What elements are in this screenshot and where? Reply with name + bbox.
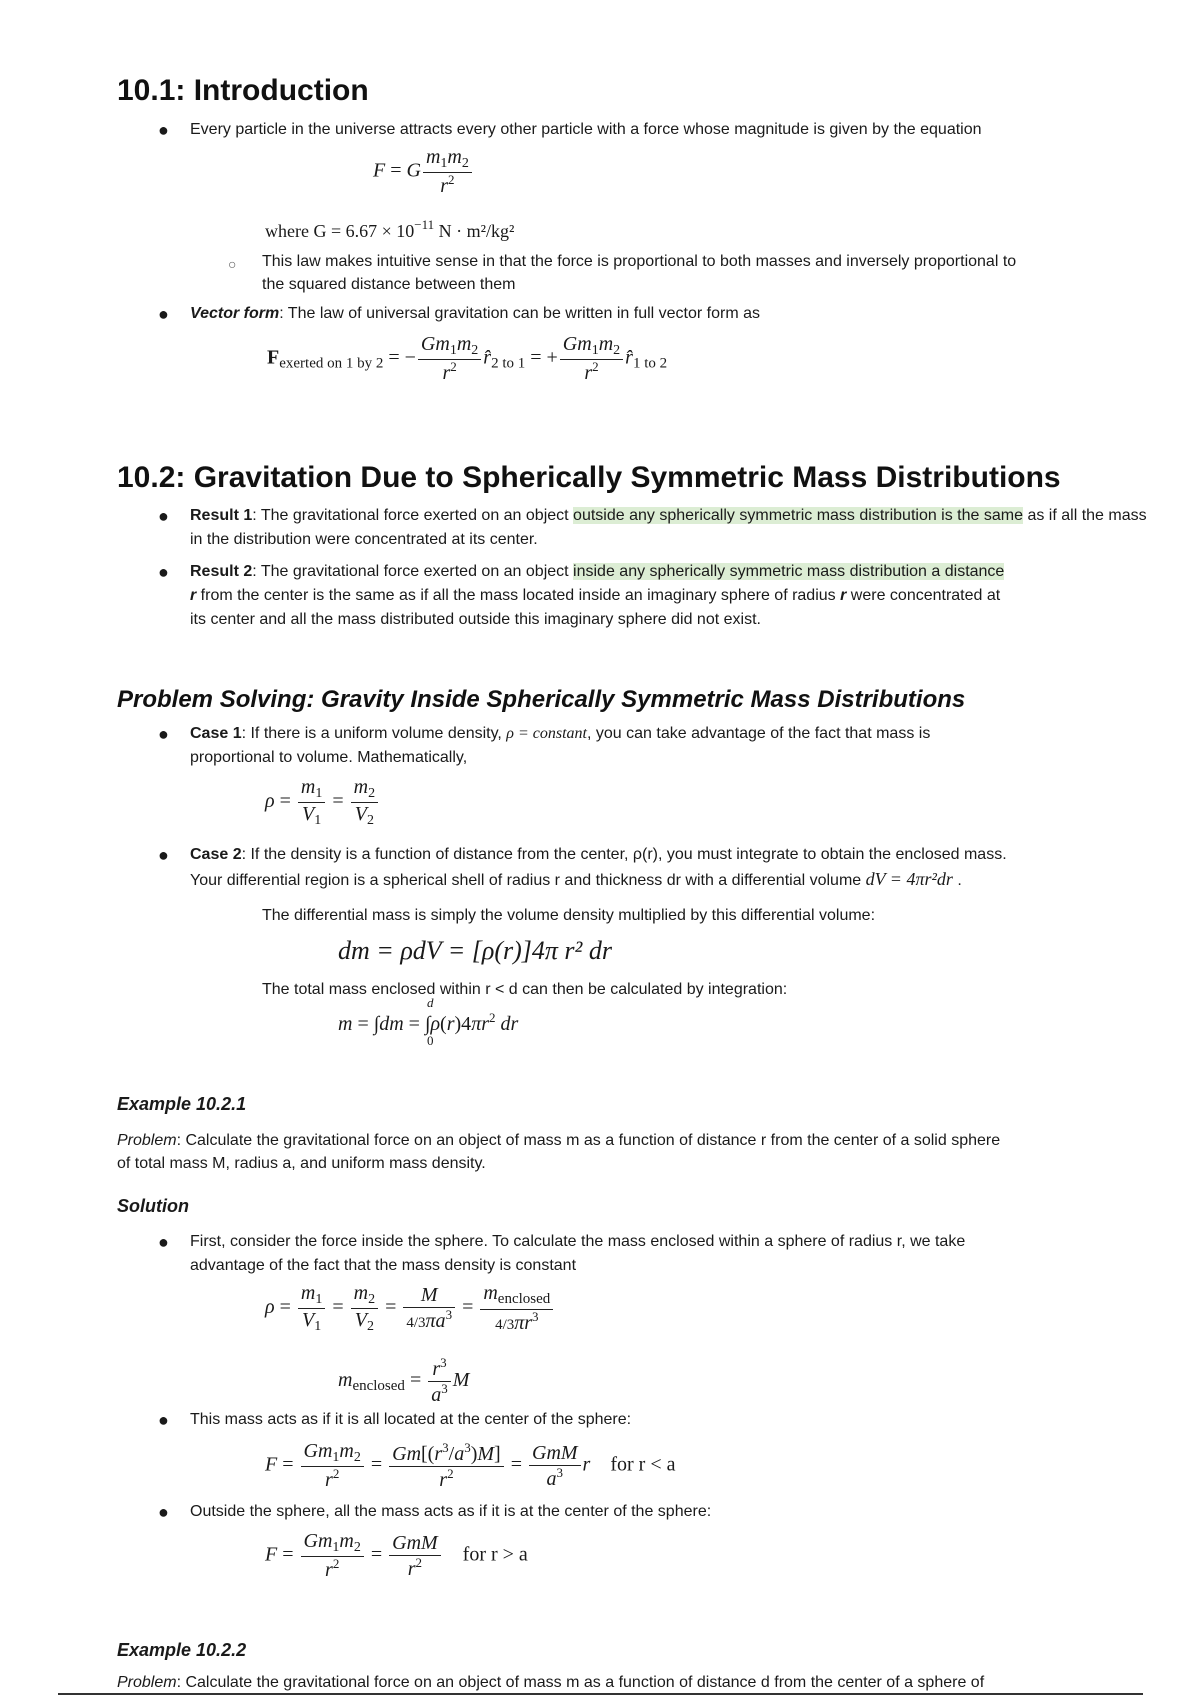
example-2-problem: Problem: Calculate the gravitational force on an object of mass m as a function of distance d from the center of a sphere of xyxy=(117,1674,985,1691)
highlight-result-1: outside any spherically symmetric mass distribution is the same xyxy=(573,507,1023,524)
bullet-case-1: ● Case 1: If there is a uniform volume density, ρ = constant, you can take advantage of the fact that mass is proportional to volume. Mathematically, xyxy=(158,724,931,766)
page-bottom-rule xyxy=(58,1693,1143,1695)
problem-solving-title: Problem Solving: Gravity Inside Spherically Symmetric Mass Distributions xyxy=(117,686,966,713)
sub-bullet-circle: ○ xyxy=(228,256,237,272)
sub-bullet-intuitive-sense: This law makes intuitive sense in that the force is proportional to both masses and inversely proportional to the squared distance between them xyxy=(262,253,1017,293)
bullet-vector-form: ● Vector form: The law of universal gravitation can be written in full vector form as xyxy=(158,304,761,324)
equation-newton-gravity: F = G $\frac{m_1m_2}{r^2}$ xyxy=(373,146,474,198)
bullet-dot: ● xyxy=(158,1410,169,1430)
bullet-dot: ● xyxy=(158,1502,169,1522)
bullet-dot: ● xyxy=(158,724,169,744)
solution-heading: Solution xyxy=(117,1196,189,1216)
equation-density-ratio: ρ = $\frac{m_1}{V_1}$ = $\frac{m_2}{V_2}$ xyxy=(265,776,380,829)
bullet-dot: ● xyxy=(158,304,169,324)
bullet-case-2: ● Case 2: If the density is a function of distance from the center, ρ(r), you must integrate to obtain the enclosed mass. Your differential region is a spherical shell of radius r and thickness dr with a differential volume dV = 4πr²dr . xyxy=(158,845,1007,889)
bullet-dot: ● xyxy=(158,1232,169,1252)
bullet-dot: ● xyxy=(158,845,169,865)
equation-force-inside: F = $\frac{Gm_1m_2}{r^2}$ = $\frac{Gm[(r^3/a^3)M]}{r^2}$ = $\frac{\text{GmM}}{a^3}$ r for r < a xyxy=(265,1439,676,1492)
section-title-spherical: 10.2: Gravitation Due to Spherically Symmetric Mass Distributions xyxy=(117,461,1061,494)
equation-uniform-density: ρ = $\frac{m_1}{V_1}$ = $\frac{m_2}{V_2}$ = $\frac{M}{4/3\pi a^3}$ = $\frac{m_{enclosed}}{4/3\pi r^3}$ xyxy=(265,1282,555,1335)
bullet-outside-sphere: ● Outside the sphere, all the mass acts as if it is at the center of the sphere: xyxy=(158,1502,712,1522)
section-title-intro: 10.1: Introduction xyxy=(117,74,369,107)
equation-m-enclosed: $m_{enclosed}$ = $\frac{r^3}{a^3}$ M xyxy=(338,1355,470,1406)
equation-mass-integral: m = ∫dm = d ∫ 0 $\rho(r)4\pi r^2$ dr xyxy=(338,995,519,1048)
equation-force-outside: F = $\frac{Gm_1m_2}{r^2}$ = $\frac{\text{GmM}}{r^2}$ for r > a xyxy=(265,1530,528,1582)
bullet-universal-gravitation: ● Every particle in the universe attracts every other particle with a force whose magnitude is given by the equation xyxy=(158,120,982,140)
bullet-dot: ● xyxy=(158,120,169,140)
bullet-inside-sphere: ● First, consider the force inside the sphere. To calculate the mass enclosed within a sphere of radius r, we take advantage of the fact that the mass density is constant xyxy=(158,1232,966,1274)
example-2-title: Example 10.2.2 xyxy=(117,1640,247,1660)
equation-vector-form: $F_{exerted on 1 by 2}$ = − $\frac{Gm_1m_2}{r^2}$ $r̂_{2 to 1}$ = + $\frac{Gm_1m_2}{r^2}$ $r̂_{1 to 2}$ xyxy=(267,333,668,385)
equation-g-constant: where $G = 6.67 \times 10^{-11}$ N · m²/kg² xyxy=(265,217,515,241)
paragraph-differential-mass: The differential mass is simply the volume density multiplied by this differential volume: xyxy=(262,907,876,924)
example-1-problem: Problem: Calculate the gravitational force on an object of mass m as a function of distance r from the center of a solid sphere of total mass M, radius a, and uniform mass density. xyxy=(117,1132,1001,1172)
bullet-dot: ● xyxy=(158,562,169,582)
highlight-result-2: inside any spherically symmetric mass distribution a distance xyxy=(573,563,1005,580)
bullet-dot: ● xyxy=(158,506,169,526)
bullet-result-1: ● Result 1: The gravitational force exerted on an object outside any spherically symmetric mass distribution is the same as if all the mass in the distribution were concentrated at its center. xyxy=(158,506,1147,548)
bullet-result-2: ● Result 2: The gravitational force exerted on an object inside any spherically symmetric mass distribution a distance r from the center is the same as if all the mass located inside an imaginary sphere of radius r were concentrated at its center and all the mass distributed outside this imaginary sphere did not exist. xyxy=(158,562,1005,628)
bullet-mass-at-center: ● This mass acts as if it is all located at the center of the sphere: xyxy=(158,1410,632,1430)
equation-dm: dm = ρdV = [ρ(r)]4π r² dr xyxy=(338,936,612,965)
paragraph-total-mass: The total mass enclosed within r < d can then be calculated by integration: xyxy=(262,981,788,998)
example-1-title: Example 10.2.1 xyxy=(117,1094,247,1114)
